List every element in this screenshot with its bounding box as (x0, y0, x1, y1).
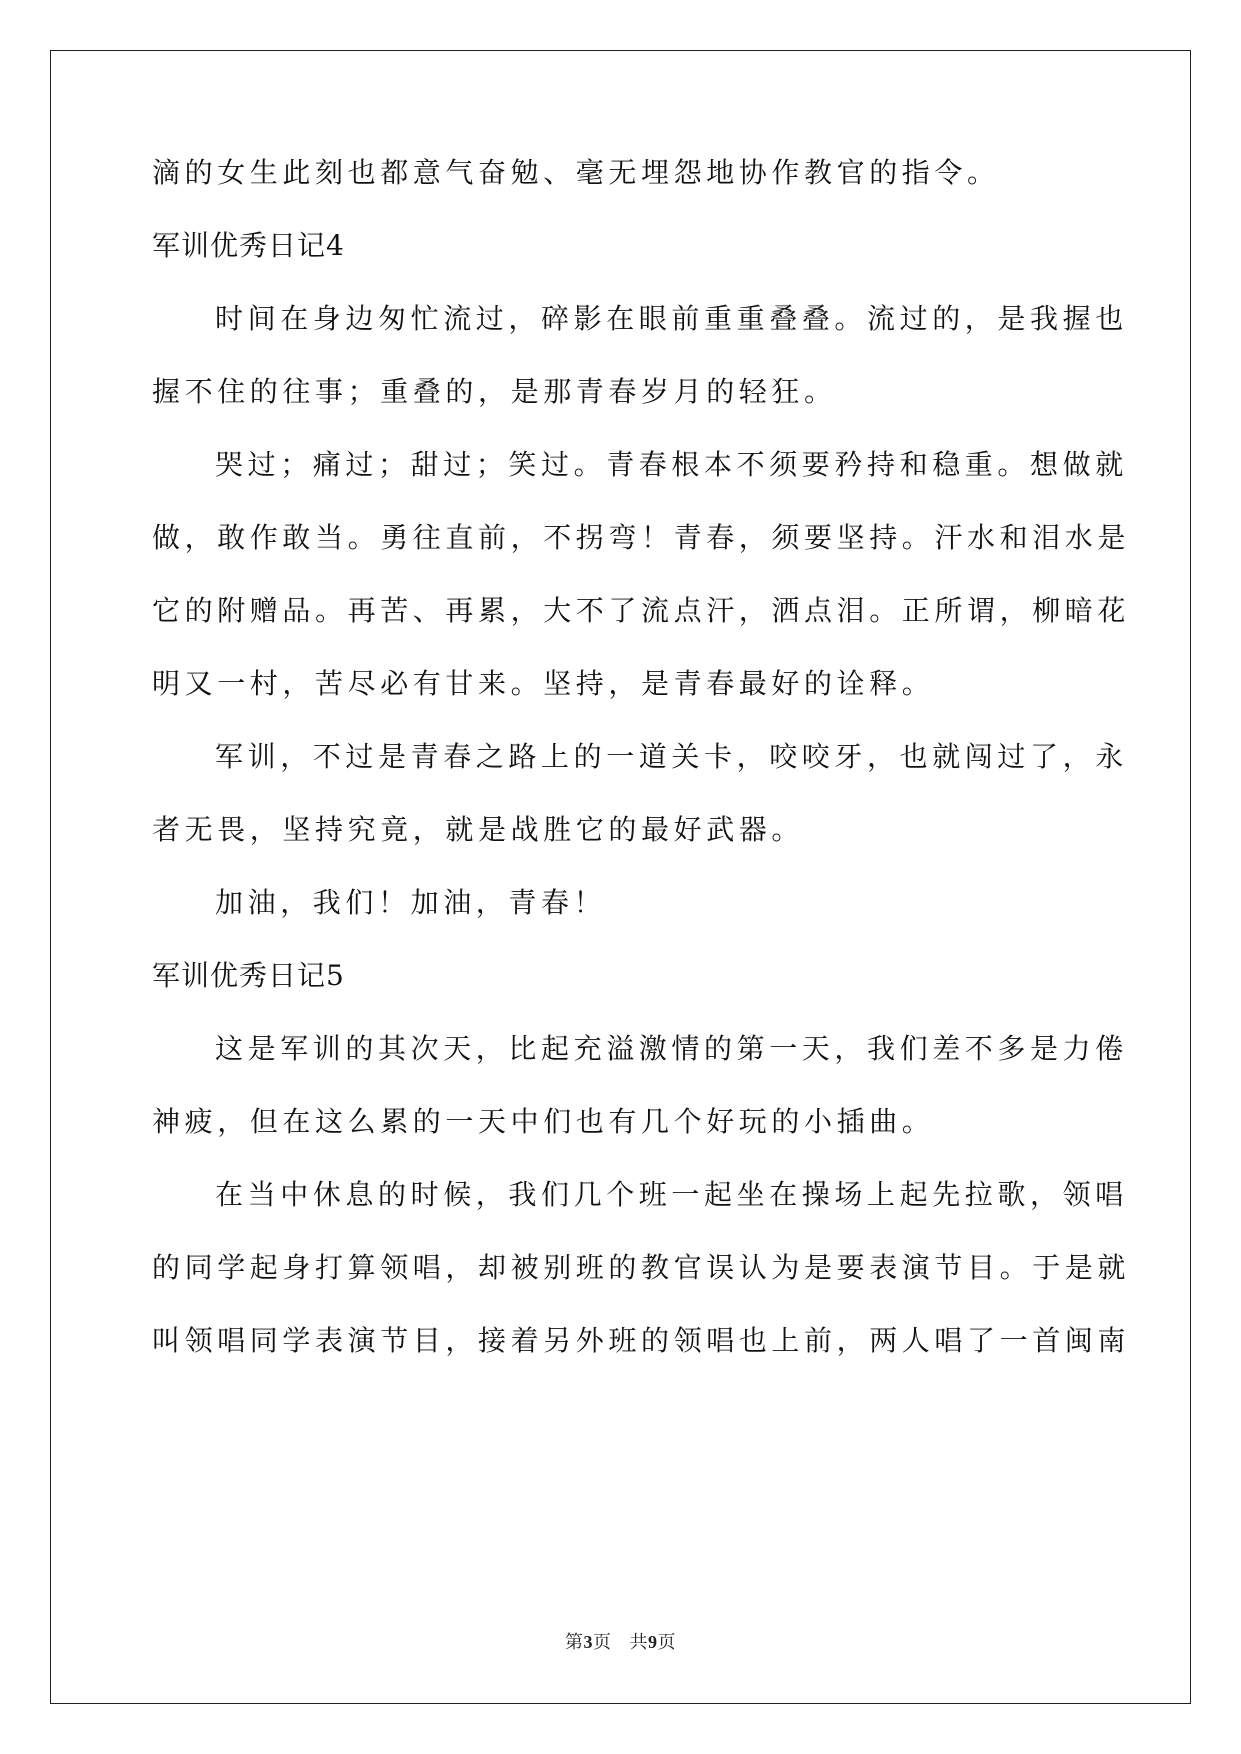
paragraph-line: 时间在身边匆忙流过，碎影在眼前重重叠叠。流过的，是我握也 (215, 302, 1128, 335)
paragraph-line: 这是军训的其次天，比起充溢激情的第一天，我们差不多是力倦 (215, 1032, 1128, 1065)
page-border (50, 50, 1191, 1704)
footer-page-current: 3 (583, 1632, 593, 1652)
section-heading-diary-5: 军训优秀日记5 (152, 959, 345, 992)
paragraph-line: 者无畏，坚持究竟，就是战胜它的最好武器。 (152, 813, 805, 846)
section-heading-diary-4: 军训优秀日记4 (152, 229, 345, 262)
paragraph-line: 哭过；痛过；甜过；笑过。青春根本不须要矜持和稳重。想做就 (215, 448, 1128, 481)
paragraph-line: 明又一村，苦尽必有甘来。坚持，是青春最好的诠释。 (152, 667, 935, 700)
paragraph-line: 军训，不过是青春之路上的一道关卡，咬咬牙，也就闯过了，永 (215, 740, 1128, 773)
footer-page-prefix: 第 (565, 1632, 584, 1653)
footer-total-prefix: 共 (629, 1632, 648, 1653)
paragraph-line: 它的附赠品。再苦、再累，大不了流点汗，洒点泪。正所谓，柳暗花 (152, 594, 1131, 627)
footer-total-suffix: 页 (657, 1632, 676, 1653)
paragraph-line: 做，敢作敢当。勇往直前，不拐弯！青春，须要坚持。汗水和泪水是 (152, 521, 1131, 554)
paragraph-line: 叫领唱同学表演节目，接着另外班的领唱也上前，两人唱了一首闽南 (152, 1324, 1131, 1357)
paragraph-line: 滴的女生此刻也都意气奋勉、毫无埋怨地协作教官的指令。 (152, 156, 1000, 189)
footer-page-suffix: 页 (593, 1632, 612, 1653)
page-footer (0, 1630, 1241, 1655)
paragraph-line: 的同学起身打算领唱，却被别班的教官误认为是要表演节目。于是就 (152, 1251, 1131, 1284)
paragraph-line: 握不住的往事；重叠的，是那青春岁月的轻狂。 (152, 375, 837, 408)
paragraph-line: 加油，我们！加油，青春！ (215, 886, 607, 919)
paragraph-line: 在当中休息的时候，我们几个班一起坐在操场上起先拉歌，领唱 (215, 1178, 1128, 1211)
footer-page-total: 9 (648, 1632, 658, 1652)
paragraph-line: 神疲，但在这么累的一天中们也有几个好玩的小插曲。 (152, 1105, 935, 1138)
